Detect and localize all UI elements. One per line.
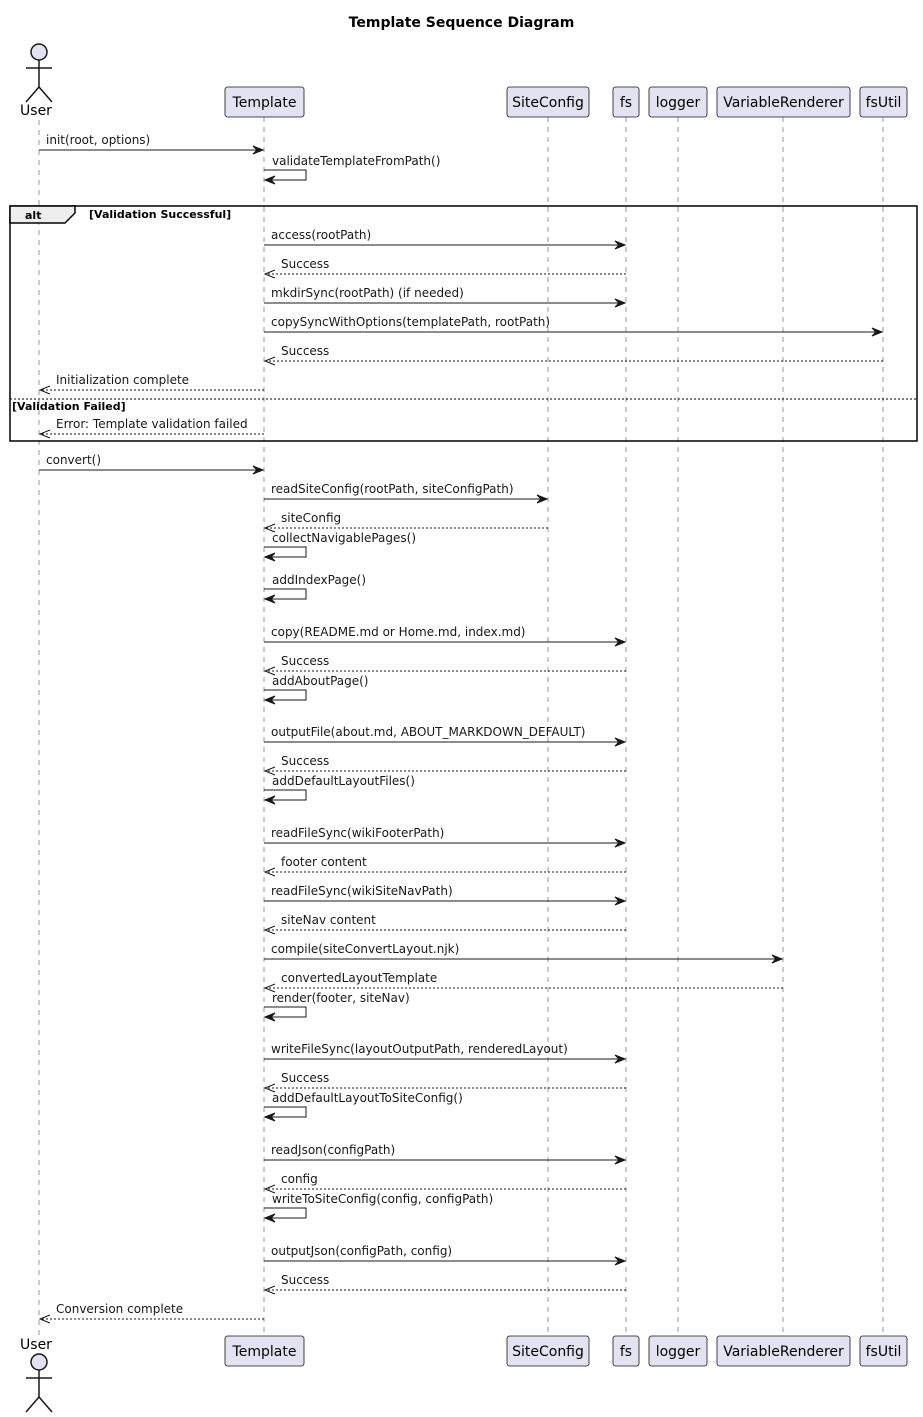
message-label: outputJson(configPath, config): [271, 1244, 453, 1258]
participant-label-siteconfig-top: SiteConfig: [512, 95, 584, 111]
return-message-label: Conversion complete: [56, 1302, 184, 1316]
alt-tab: [10, 206, 75, 223]
return-message-label: Success: [281, 654, 330, 668]
participant-label-variablerenderer-top: VariableRenderer: [723, 95, 844, 111]
message-label: writeFileSync(layoutOutputPath, renderedLayout): [271, 1042, 568, 1056]
return-message-label: siteNav content: [281, 913, 376, 927]
participant-label-logger-top: logger: [655, 95, 701, 111]
message-label: mkdirSync(rootPath) (if needed): [271, 286, 464, 300]
participant-label-template-top: Template: [232, 95, 297, 111]
message-label: readSiteConfig(rootPath, siteConfigPath): [271, 482, 514, 496]
self-message-label: addAboutPage(): [272, 674, 369, 688]
self-message-label: addDefaultLayoutFiles(): [272, 774, 415, 788]
message-label: compile(siteConvertLayout.njk): [271, 942, 460, 956]
actor-head-top: [31, 44, 47, 60]
message-label: copy(README.md or Home.md, index.md): [271, 625, 526, 639]
actor-leg-left-top: [26, 87, 39, 102]
return-message-label: config: [281, 1172, 318, 1186]
message-label: readFileSync(wikiSiteNavPath): [271, 884, 453, 898]
message-label: outputFile(about.md, ABOUT_MARKDOWN_DEFAULT): [271, 725, 586, 739]
actor-leg-left-bottom: [26, 1397, 39, 1412]
self-message-label: addIndexPage(): [272, 573, 367, 587]
message-label: init(root, options): [46, 133, 151, 147]
actor-leg-right-bottom: [39, 1397, 52, 1412]
message-label: readFileSync(wikiFooterPath): [271, 826, 445, 840]
return-message-arrowhead: [40, 386, 50, 394]
alt-condition-success: [Validation Successful]: [89, 208, 232, 221]
self-message-label: addDefaultLayoutToSiteConfig(): [272, 1091, 463, 1105]
return-message-arrowhead: [40, 430, 50, 438]
participant-label-fs-bottom: fs: [619, 1344, 633, 1360]
self-message-label: render(footer, siteNav): [272, 991, 410, 1005]
return-message-label: footer content: [281, 855, 367, 869]
self-message-label: validateTemplateFromPath(): [272, 154, 441, 168]
self-message-label: writeToSiteConfig(config, configPath): [272, 1192, 494, 1206]
return-message-label: Success: [281, 257, 330, 271]
return-message-label: Initialization complete: [56, 373, 190, 387]
participant-label-fsutil-top: fsUtil: [865, 95, 902, 111]
return-message-label: convertedLayoutTemplate: [281, 971, 438, 985]
alt-condition-failed: [Validation Failed]: [12, 400, 126, 413]
return-message-label: Success: [281, 754, 330, 768]
actor-label-bottom: User: [20, 1337, 52, 1353]
diagram-title: Template Sequence Diagram: [348, 15, 575, 31]
participant-label-logger-bottom: logger: [655, 1344, 701, 1360]
participant-label-fs-top: fs: [619, 95, 633, 111]
participant-label-variablerenderer-bottom: VariableRenderer: [723, 1344, 844, 1360]
return-message-label: Success: [281, 344, 330, 358]
return-message-label: siteConfig: [281, 511, 342, 525]
return-message-label: Success: [281, 1071, 330, 1085]
participant-label-fsutil-bottom: fsUtil: [865, 1344, 902, 1360]
message-label: copySyncWithOptions(templatePath, rootPath): [271, 315, 551, 329]
alt-keyword: alt: [25, 209, 42, 222]
return-message-label: Error: Template validation failed: [56, 417, 248, 431]
participant-label-siteconfig-bottom: SiteConfig: [512, 1344, 584, 1360]
actor-leg-right-top: [39, 87, 52, 102]
actor-label-top: User: [20, 103, 52, 119]
message-label: convert(): [46, 453, 102, 467]
self-message-label: collectNavigablePages(): [272, 531, 417, 545]
actor-head-bottom: [31, 1354, 47, 1370]
participant-label-template-bottom: Template: [232, 1344, 297, 1360]
return-message-arrowhead: [40, 1315, 50, 1323]
message-label: access(rootPath): [271, 228, 372, 242]
message-label: readJson(configPath): [271, 1143, 396, 1157]
return-message-label: Success: [281, 1273, 330, 1287]
